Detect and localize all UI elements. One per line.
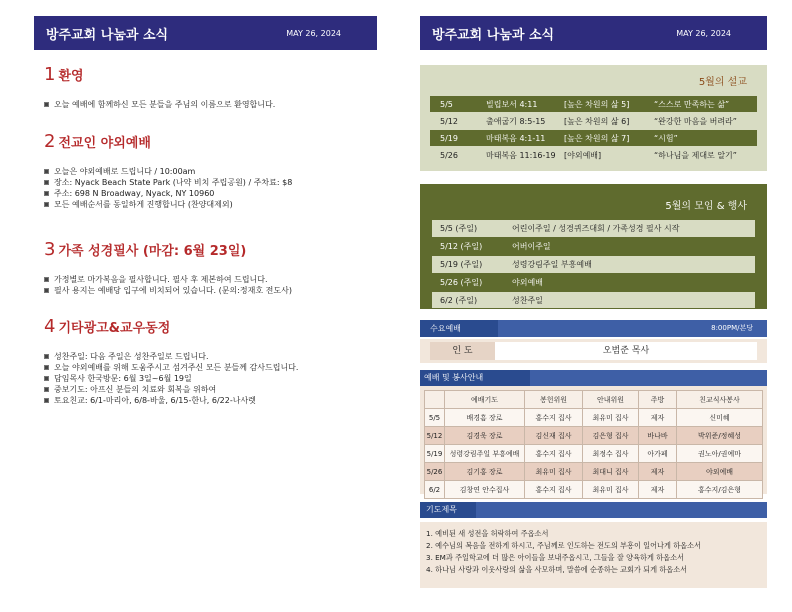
- square-bullet-icon: [44, 277, 49, 282]
- section-bible-copy: [44, 239, 374, 296]
- prayer-box: [420, 522, 767, 588]
- bullet-item: 중보기도: 아프신 분들의 치료와 회복을 위하여: [44, 384, 374, 395]
- square-bullet-icon: [44, 387, 49, 392]
- square-bullet-icon: [44, 288, 49, 293]
- worship-table: [424, 390, 763, 499]
- bullet-item: 모든 예배순서를 동일하게 진행합니다 (찬양대제외): [44, 199, 374, 210]
- leader-label: 인 도: [430, 342, 495, 360]
- bullet-item: 성찬주일: 다음 주일은 성찬주일로 드립니다.: [44, 351, 374, 362]
- square-bullet-icon: [44, 354, 49, 359]
- table-row: 6/2 김창연 안수집사 홍수지 집사 최유미 집사 제자 홍수지/김은형: [425, 481, 763, 499]
- section-outdoor-worship: [44, 131, 374, 210]
- section-title: 2 전교인 야외예배: [44, 131, 151, 152]
- wednesday-title: 수요예배: [420, 320, 498, 337]
- worship-header-tail: [530, 370, 767, 386]
- bullet-item: 장소: Nyack Beach State Park (나약 비치 주립공원) / 주차료: $8: [44, 177, 374, 188]
- section-announcements: [44, 316, 374, 406]
- header-title: 방주교회 나눔과 소식: [432, 27, 555, 43]
- event-row: 5/12 (주일) 어버이주일: [440, 242, 551, 251]
- sermon-row: 5/12 출애굽기 8:5-15 [높은 차원의 삶 6] “완강한 마음을 버려라”: [440, 116, 737, 126]
- square-bullet-icon: [44, 202, 49, 207]
- bullet-item: 토요친교: 6/1-마리아, 6/8-바울, 6/15-한나, 6/22-나사렛: [44, 395, 374, 406]
- square-bullet-icon: [44, 191, 49, 196]
- event-row: 6/2 (주일) 성찬주일: [432, 292, 755, 308]
- header-date: MAY 26, 2024: [286, 28, 341, 38]
- prayer-item: 3. EM과 주일학교에 더 많은 아이들을 보내주옵시고, 그들을 잘 양육하게 하옵소서: [426, 553, 684, 562]
- bullet-item: 오늘 예배에 함께하신 모든 분들을 주님의 이름으로 환영합니다.: [44, 99, 374, 110]
- header-bar-left: [34, 16, 377, 50]
- bullet-item: 주소: 698 N Broadway, Nyack, NY 10960: [44, 188, 374, 199]
- prayer-item: 4. 하나님 사랑과 이웃사랑의 삶을 사모하며, 말씀에 순종하는 교회가 되게 하옵소서: [426, 565, 688, 574]
- bullet-item: 오늘은 야외예배로 드립니다 / 10:00am: [44, 166, 374, 177]
- square-bullet-icon: [44, 102, 49, 107]
- event-row: 5/19 (주일) 성령강림주일 부흥예배: [432, 256, 755, 273]
- header-date: MAY 26, 2024: [676, 28, 731, 38]
- square-bullet-icon: [44, 180, 49, 185]
- square-bullet-icon: [44, 169, 49, 174]
- table-row: 5/5 배경흠 장로 홍수지 집사 최유미 집사 제자 신미혜: [425, 409, 763, 427]
- square-bullet-icon: [44, 398, 49, 403]
- square-bullet-icon: [44, 365, 49, 370]
- prayer-item: 2. 예수님의 복음을 전하게 하시고, 주님께로 인도하는 전도의 부흥이 일어나게 하옵소서: [426, 541, 702, 550]
- sermon-row: 5/26 마태복음 11:16-19 [야외예배] “하나님을 제대로 알기”: [440, 150, 737, 160]
- leader-value: 오범준 목사: [495, 342, 757, 360]
- bullet-item: 오늘 야외예배를 위해 도움주시고 섬겨주신 모든 분들께 감사드립니다.: [44, 362, 374, 373]
- prayer-item: 1. 예비된 새 성전을 허락하여 주옵소서: [426, 529, 549, 538]
- bullet-item: 가정별로 마가복음을 필사합니다. 필사 후 제본하여 드립니다.: [44, 274, 374, 285]
- prayer-header: [420, 502, 767, 518]
- sermon-row: 5/5 빌립보서 4:11 [높은 차원의 삶 5] “스스로 만족하는 삶”: [430, 96, 757, 112]
- table-row: 5/19 성령강림주일 부흥예배 홍수지 집사 최정수 집사 아가페 권노아/권예마: [425, 445, 763, 463]
- sermon-title: 5월의 설교: [698, 77, 747, 88]
- prayer-title: 기도제목: [420, 502, 476, 518]
- section-title: 1 환영: [44, 64, 84, 85]
- sermon-row: 5/19 마태복음 4:1-11 [높은 차원의 삶 7] “시험”: [430, 130, 757, 146]
- square-bullet-icon: [44, 376, 49, 381]
- event-row: 5/5 (주일) 어린이주일 / 성경퀴즈대회 / 가족성경 필사 시작: [432, 220, 755, 237]
- header-title: 방주교회 나눔과 소식: [46, 27, 169, 43]
- events-title: 5월의 모임 & 행사: [665, 201, 747, 212]
- bullet-item: 담임목사 한국방문: 6월 3일~6월 19일: [44, 373, 374, 384]
- worship-table-title: 예배 및 봉사안내: [420, 370, 530, 386]
- wednesday-bar: [420, 320, 767, 337]
- event-row: 5/26 (주일) 야외예배: [440, 278, 543, 287]
- header-bar-right: [420, 16, 767, 50]
- bullet-item: 필사 용지는 예배당 입구에 비치되어 있습니다. (문의:정재호 전도사): [44, 285, 374, 296]
- section-title: 3 가족 성경필사 (마감: 6월 23일): [44, 239, 247, 260]
- section-title: 4 기타광고&교우동정: [44, 316, 171, 337]
- table-row: 5/12 김경욱 장로 김신재 집사 김은형 집사 바나바 박위준/정혜성: [425, 427, 763, 445]
- wednesday-time: 8:00PM/본당: [711, 324, 753, 332]
- table-row: 5/26 김기홍 장로 최유미 집사 최대니 집사 제자 야외예배: [425, 463, 763, 481]
- table-header-row: 예배기도 봉헌위원 안내위원 주방 친교식사봉사: [425, 391, 763, 409]
- sermon-box: [420, 65, 767, 171]
- section-welcome: [44, 64, 374, 110]
- events-box: [420, 184, 767, 309]
- wednesday-leader: [420, 339, 767, 363]
